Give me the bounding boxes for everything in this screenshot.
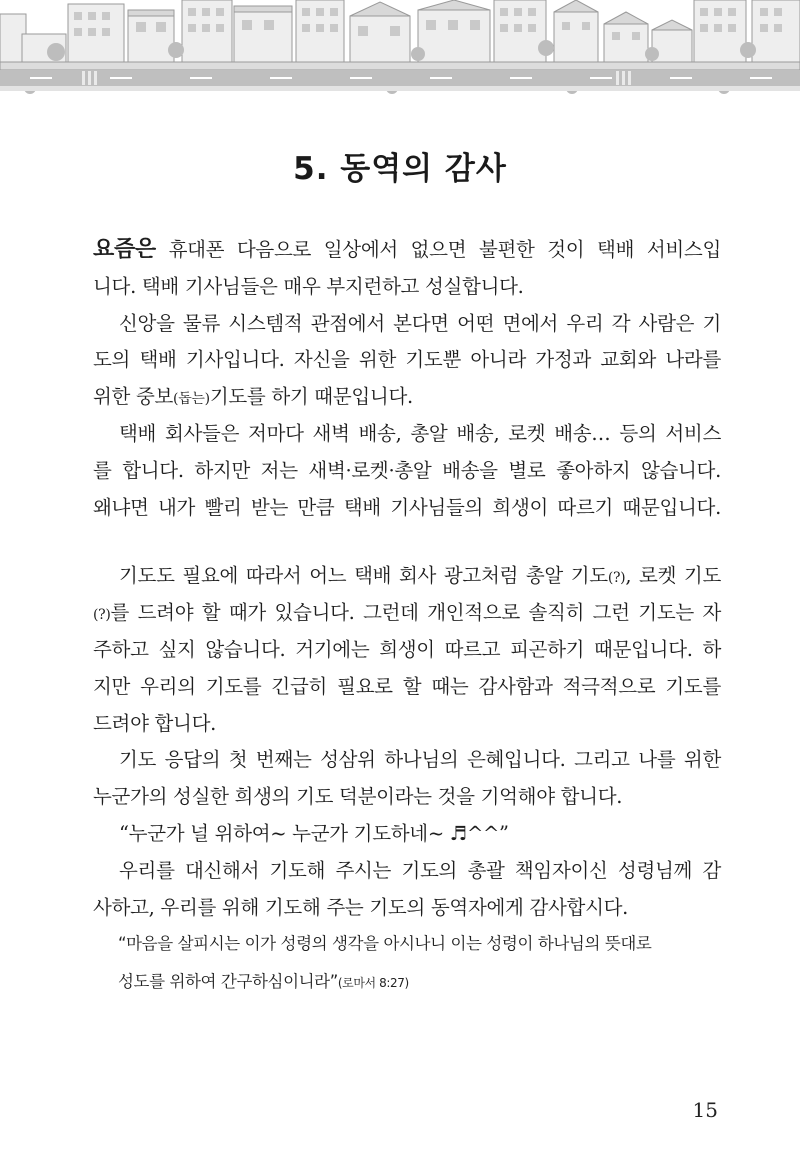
song-quote-line: “누군가 널 위하여~ 누군가 기도하네~ ♬^^”: [119, 821, 509, 845]
paragraph-line: 기도도 필요에 따라서 어느 택배 회사 광고처럼 총알 기도(?), 로켓 기도: [119, 564, 722, 588]
quote-line: 성도를 위하여 간구하심이니라”(로마서 8:27): [118, 972, 409, 991]
paragraph-gap: [93, 526, 721, 558]
city-street-banner: [0, 0, 800, 96]
lead-word: 요즘은: [93, 237, 156, 262]
paragraph-line: 드려야 합니다.: [93, 711, 217, 735]
page-number: 15: [692, 1098, 718, 1122]
paragraph-line: 니다. 택배 기사님들은 매우 부지런하고 성실합니다.: [93, 274, 524, 298]
paragraph-line: 를 합니다. 하지만 저는 새벽·로켓·총알 배송을 별로 좋아하지 않습니다.: [93, 458, 721, 482]
paragraph-line: 주하고 싶지 않습니다. 거기에는 희생이 따르고 피곤하기 때문입니다. 하: [93, 637, 721, 661]
paragraph-line: 우리를 대신해서 기도해 주시는 기도의 총괄 책임자이신 성령님께 감: [119, 858, 721, 882]
quote-line: “마음을 살피시는 이가 성령의 생각을 아시나니 이는 성령이 하나님의 뜻대로: [118, 934, 652, 953]
paragraph-line: 왜냐면 내가 빨리 받는 만큼 택배 기사님들의 희생이 따르기 때문입니다.: [93, 495, 721, 519]
paragraph-line: 지만 우리의 기도를 긴급히 필요로 할 때는 감사함과 적극적으로 기도를: [93, 674, 721, 698]
paragraph-line: 신앙을 물류 시스템적 관점에서 본다면 어떤 면에서 우리 각 사람은 기: [119, 311, 721, 335]
annotation: (돕는): [173, 391, 210, 408]
annotation: (?): [93, 607, 111, 624]
annotation: (?): [607, 570, 626, 587]
scripture-reference: (로마서 8:27): [337, 976, 409, 990]
paragraph-line: 요즘은 휴대폰 다음으로 일상에서 없으면 불편한 것이 택배 서비스입: [93, 237, 721, 262]
paragraph-line: 위한 중보(돕는)기도를 하기 때문입니다.: [93, 385, 413, 409]
paragraph-line: 누군가의 성실한 희생의 기도 덕분이라는 것을 기억해야 합니다.: [93, 785, 623, 809]
scripture-quote: [118, 925, 718, 1002]
paragraph-line: (?)를 드려야 할 때가 있습니다. 그런데 개인적으로 솔직히 그런 기도는 자: [93, 601, 721, 625]
paragraph-line: 도의 택배 기사입니다. 자신을 위한 기도뿐 아니라 가정과 교회와 나라를: [93, 348, 721, 372]
paragraph-line: 택배 회사들은 저마다 새벽 배송, 총알 배송, 로켓 배송… 등의 서비스: [119, 421, 721, 445]
paragraph-line: 사하고, 우리를 위해 기도해 주는 기도의 동역자에게 감사합시다.: [93, 895, 629, 919]
paragraph-line: 기도 응답의 첫 번째는 성삼위 하나님의 은혜입니다. 그리고 나를 위한: [119, 748, 721, 772]
body-text: [93, 232, 721, 926]
page-title: 5. 동역의 감사: [293, 151, 507, 187]
